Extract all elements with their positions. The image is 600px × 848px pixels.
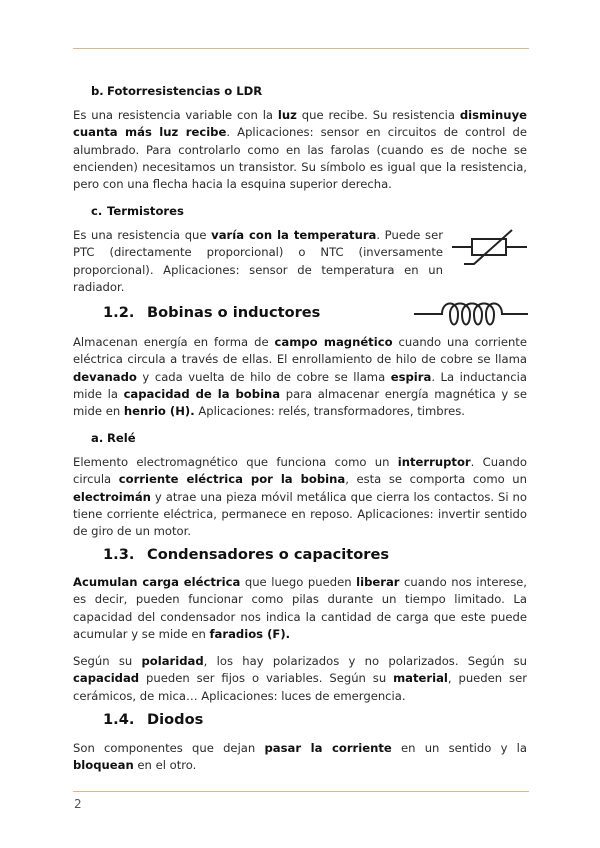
header-rule [73,48,529,49]
text-run: cuando nos interese, es decir, pueden funcionar como pilas durante un tiempo limitado. La capacidad del condensador nos indica la cantidad de carga que este puede acumular y se mide en [73,575,527,641]
text-run: Es una resistencia que [73,228,212,242]
text-run: , esta se comporta como un [345,472,528,487]
bobinas-paragraph [73,334,527,420]
bold-term: luz [277,108,297,122]
bold-term: corriente eléctrica por la bobina [118,472,346,487]
bold-term: Acumulan carga eléctrica [73,575,241,589]
diodos-paragraph [73,740,527,775]
condensadores-paragraph-1 [73,574,527,643]
section-condensadores-title: 1.3. Condensadores o capacitores [103,546,390,563]
text-run: cuando una corriente eléctrica circula a través de ellas. El enrollamiento de hilo de cobre se llama [73,335,527,367]
text-run: Es una resistencia variable con la [73,108,278,122]
page-number: 2 [74,797,82,811]
footer-rule [73,791,529,792]
text-run: en el otro. [133,758,197,773]
bold-term: campo magnético [274,335,393,349]
ldr-heading: b. Fotorresistencias o LDR [91,84,263,98]
termistores-heading: c. Termistores [91,204,184,218]
rele-paragraph [73,454,527,540]
bold-term: capacidad [73,671,140,686]
text-run: . La inductancia mide la [73,369,527,401]
condensadores-paragraph-2 [73,653,527,705]
bold-term: disminuye cuanta más luz recibe [73,108,527,140]
bold-term: interruptor [397,455,471,469]
text-run: Según su [73,654,142,668]
text-run: que luego pueden [240,575,357,589]
bold-term: polaridad [141,654,204,668]
bold-term: material [393,671,448,686]
inductor-coil-icon [412,298,530,328]
bold-term: bloquean [73,758,134,773]
text-run: en un sentido y la [391,741,527,755]
text-run: Elemento electromagnético que funciona como un [73,455,398,469]
text-run: . Cuando circula [73,455,527,487]
text-run: para almacenar energía magnética y se mide en [73,386,527,419]
rele-heading: a. Relé [91,431,136,445]
text-run: , pueden ser cerámicos, de mica… Aplicaciones: luces de emergencia. [73,671,527,703]
text-run: y cada vuelta de hilo de cobre se llama [136,369,391,384]
bold-term: pasar la corriente [264,741,392,755]
text-run: Almacenan energía en forma de [73,335,275,349]
bold-term: espira [390,369,432,384]
text-run: , los hay polarizados y no polarizados. Según su [203,654,527,668]
text-run: pueden ser fijos o variables. Según su [139,671,394,686]
section-bobinas-title: 1.2. Bobinas o inductores [103,304,321,321]
text-run: que recibe. Su resistencia [296,108,460,122]
bold-term: faradios (F). [209,626,291,641]
text-run: . Aplicaciones: sensor en circuitos de control de alumbrado. Para controlarlo como en las farolas (cuando es de noche se encienden) necesitamos un transistor. Su símbolo es igual que la resistencia, pero con una flecha hacia la esquina superior derecha. [73,125,527,192]
text-run: y atrae una pieza móvil metálica que cierra los contactos. Si no tiene corriente eléctrica, permanece en reposo. Aplicaciones: invertir sentido de giro de un motor. [73,489,527,539]
bold-term: varía con la temperatura [211,228,377,242]
termistores-paragraph [73,227,443,296]
bold-term: capacidad de la bobina [123,386,281,401]
text-run: . Puede ser PTC (directamente proporcional) o NTC (inversamente proporcional). Aplicaciones: sensor de temperatura en un radiador. [73,228,443,294]
bold-term: devanado [73,369,137,384]
text-run: Son componentes que dejan [73,741,265,755]
text-run: Aplicaciones: relés, transformadores, timbres. [194,404,465,419]
bold-term: electroimán [73,489,151,504]
section-diodos-title: 1.4. Diodos [103,711,204,728]
ldr-paragraph [73,107,527,193]
bold-term: henrio (H). [123,404,195,419]
bold-term: liberar [356,575,400,589]
thermistor-symbol-icon [450,226,530,270]
